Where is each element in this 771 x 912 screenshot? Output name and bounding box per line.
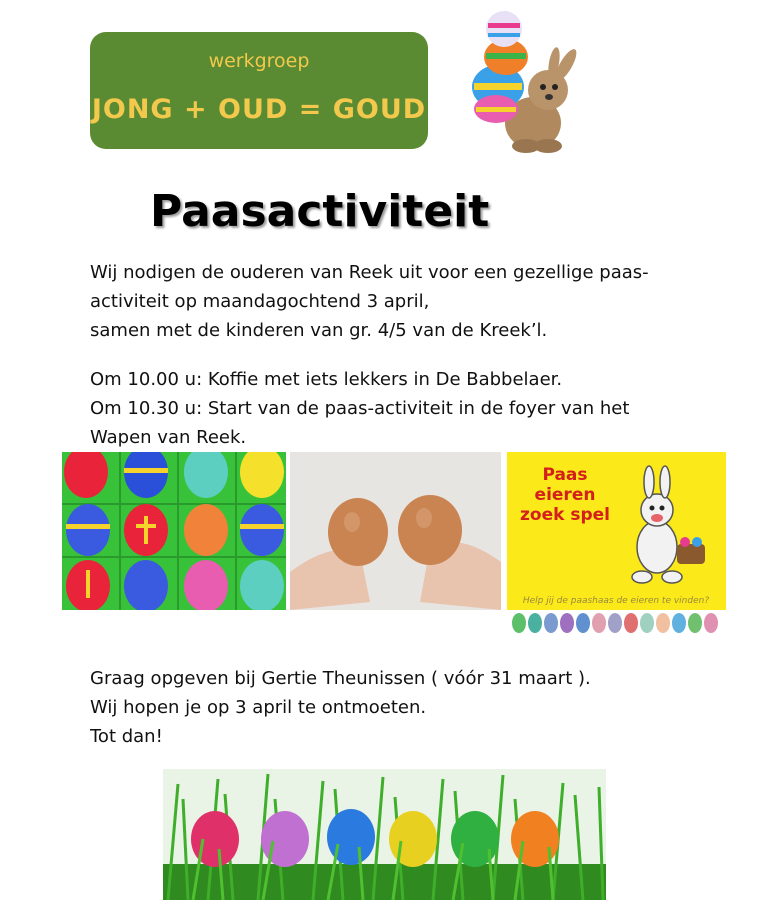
grass-eggs-image [163, 769, 606, 900]
poster-line-2: eieren [534, 485, 596, 505]
logo-line-2: JONG + OUD = GOUD [91, 94, 427, 125]
page-title: Paasactiviteit [150, 186, 490, 237]
logo-line-1: werkgroep [208, 50, 310, 72]
logo-banner [90, 32, 428, 149]
poster-caption: Help jij de paashaas de eieren te vinden? [522, 596, 710, 606]
poster-line-3: zoek spel [520, 505, 610, 525]
intro-line-3: samen met de kinderen van gr. 4/5 van de Kreek’l. [90, 320, 548, 341]
hands-eggs-image [290, 452, 501, 610]
intro-line-1: Wij nodigen de ouderen van Reek uit voor een gezellige paas- [90, 262, 649, 283]
closing-line-1: Graag opgeven bij Gertie Theunissen ( vóór 31 maart ). [90, 668, 591, 689]
intro-line-2: activiteit op maandagochtend 3 april, [90, 291, 430, 312]
schedule-line-3: Wapen van Reek. [90, 427, 247, 448]
easter-bunny-image [448, 5, 588, 155]
closing-line-2: Wij hopen je op 3 april te ontmoeten. [90, 697, 427, 718]
poster-line-1: Paas [542, 465, 588, 485]
schedule-line-1: Om 10.00 u: Koffie met iets lekkers in De Babbelaer. [90, 369, 563, 390]
schedule-line-2: Om 10.30 u: Start van de paas-activiteit in de foyer van het [90, 398, 630, 419]
egg-hunt-poster [507, 452, 726, 635]
eggs-grid-image [62, 452, 286, 610]
closing-line-3: Tot dan! [90, 726, 163, 747]
